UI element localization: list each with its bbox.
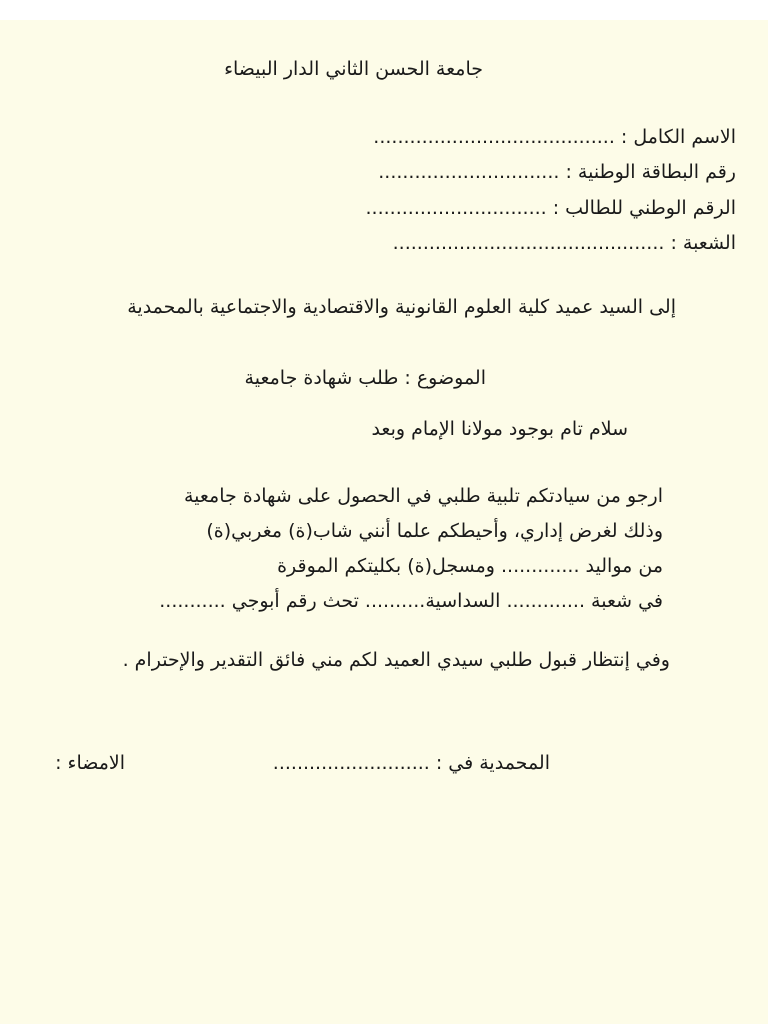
greeting-line: سلام تام بوجود مولانا الإمام وبعد	[371, 418, 628, 440]
body-line-1: ارجو من سيادتكم تلبية طلبي في الحصول على شهادة جامعية	[183, 485, 663, 507]
document-page	[0, 20, 768, 1024]
addressee-line: إلى السيد عميد كلية العلوم القانونية والاقتصادية والاجتماعية بالمحمدية	[127, 296, 676, 318]
signature-line: الامضاء :	[55, 752, 125, 774]
student-national-number-field: الرقم الوطني للطالب : ..............................	[365, 197, 736, 219]
place-date-line: المحمدية في : ..........................	[272, 752, 550, 774]
national-id-field: رقم البطاقة الوطنية : ..............................	[378, 161, 736, 183]
subject-line: الموضوع : طلب شهادة جامعية	[244, 367, 486, 389]
body-line-2: وذلك لغرض إداري، وأحيطكم علما أنني شاب(ة) مغربي(ة)	[206, 520, 663, 542]
closing-line: وفي إنتظار قبول طلبي سيدي العميد لكم مني فائق التقدير والإحترام .	[122, 649, 670, 671]
full-name-field: الاسم الكامل : ........................................	[373, 126, 736, 148]
body-line-4: في شعبة ............. السداسية.......... تحث رقم أبوجي ...........	[159, 590, 663, 612]
branch-field: الشعبة : .............................................	[392, 232, 736, 254]
university-header: جامعة الحسن الثاني الدار البيضاء	[224, 58, 483, 80]
body-line-3: من مواليد ............. ومسجل(ة) بكليتكم الموقرة	[277, 555, 663, 577]
